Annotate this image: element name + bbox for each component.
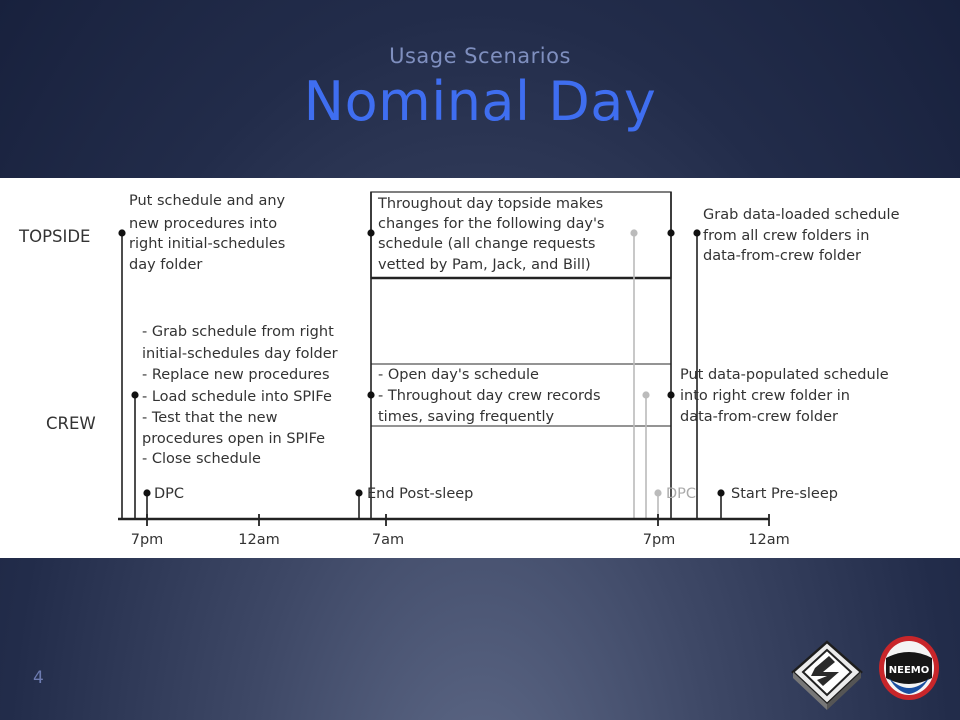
timeline-diagram-panel: [0, 178, 960, 558]
svg-text:- Replace new procedures: - Replace new procedures: [142, 367, 330, 383]
note-put-data: [680, 367, 889, 425]
note-grab-data: [703, 207, 900, 264]
event-dot: [143, 489, 150, 496]
event-dot: [717, 489, 724, 496]
neemo-logo-text: NEEMO: [888, 665, 930, 676]
svg-text:procedures open in SPIFe: procedures open in SPIFe: [142, 431, 326, 447]
note-grab-schedule: [142, 324, 338, 467]
event-end-post-sleep: End Post-sleep: [367, 486, 474, 502]
svg-text:Throughout day topside makes: Throughout day topside makes: [378, 196, 604, 212]
svg-text:changes for the following day': changes for the following day's: [378, 216, 605, 232]
note-open-day: [378, 367, 601, 425]
note-throughout-day: [377, 196, 605, 273]
svg-text:- Load schedule into SPIFe: - Load schedule into SPIFe: [142, 389, 332, 405]
svg-text:Put schedule and any: Put schedule and any: [129, 193, 286, 209]
svg-text:day folder: day folder: [129, 257, 203, 273]
note-put-schedule: [129, 193, 286, 273]
svg-text:times, saving frequently: times, saving frequently: [378, 409, 555, 425]
svg-text:schedule (all change requests: schedule (all change requests: [378, 236, 596, 252]
neemo-logo-icon: [877, 634, 941, 702]
svg-text:- Grab schedule from right: - Grab schedule from right: [142, 324, 334, 340]
svg-text:right initial-schedules: right initial-schedules: [129, 236, 286, 252]
event-dot: [355, 489, 362, 496]
habitat-logo-icon: [789, 638, 865, 714]
svg-text:Grab data-loaded schedule: Grab data-loaded schedule: [703, 207, 900, 223]
tick-label: 12am: [748, 532, 790, 548]
svg-text:data-from-crew folder: data-from-crew folder: [680, 409, 838, 425]
event-dot: [654, 489, 661, 496]
topside-lane-label: TOPSIDE: [19, 227, 91, 246]
slide-title: Nominal Day: [303, 70, 657, 133]
event-dot: [642, 391, 649, 398]
svg-text:new procedures into: new procedures into: [129, 216, 278, 232]
svg-text:- Close schedule: - Close schedule: [142, 451, 261, 467]
tick-label: 7pm: [130, 532, 164, 548]
event-dot: [118, 229, 125, 236]
event-dot: [367, 229, 374, 236]
event-dot: [367, 391, 374, 398]
event-dot: [667, 391, 674, 398]
event-dpc-1: DPC: [154, 486, 185, 502]
svg-text:initial-schedules day folder: initial-schedules day folder: [142, 346, 338, 362]
event-dot: [131, 391, 138, 398]
event-dpc-2: DPC: [666, 486, 697, 502]
event-dot: [630, 229, 637, 236]
event-start-pre-sleep: Start Pre-sleep: [731, 486, 838, 502]
crew-lane-label: CREW: [46, 414, 96, 433]
tick-label: 7am: [371, 532, 405, 548]
svg-text:from all crew folders in: from all crew folders in: [703, 228, 870, 244]
svg-text:vetted by Pam, Jack, and Bill): vetted by Pam, Jack, and Bill): [378, 257, 591, 273]
svg-text:- Test that the new: - Test that the new: [142, 410, 278, 426]
svg-text:- Throughout day crew records: - Throughout day crew records: [378, 388, 601, 404]
slide-subtitle: Usage Scenarios: [389, 44, 571, 68]
svg-text:into right crew folder in: into right crew folder in: [680, 388, 850, 404]
tick-label: 12am: [238, 532, 280, 548]
svg-text:Put data-populated schedule: Put data-populated schedule: [680, 367, 889, 383]
svg-text:data-from-crew folder: data-from-crew folder: [703, 248, 861, 264]
page-number: 4: [33, 668, 44, 688]
event-dot: [667, 229, 674, 236]
tick-label: 7pm: [642, 532, 676, 548]
event-dot: [693, 229, 700, 236]
svg-text:- Open day's schedule: - Open day's schedule: [378, 367, 539, 383]
